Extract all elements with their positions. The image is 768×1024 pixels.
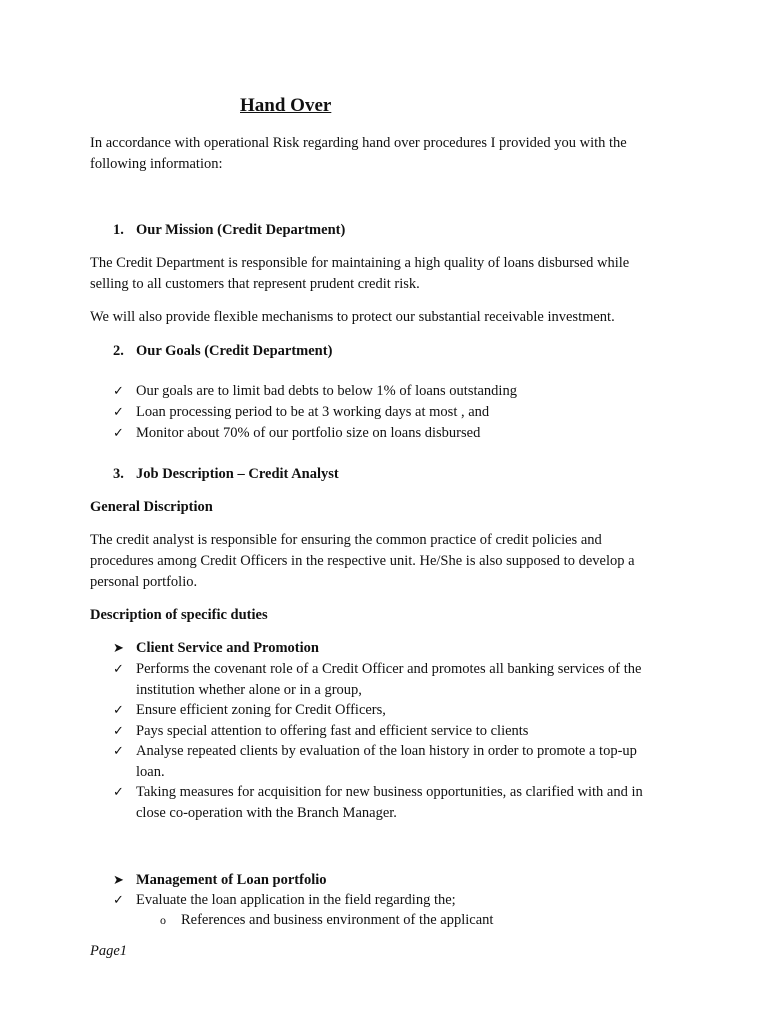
general-description-line-3: personal portfolio. — [90, 574, 198, 590]
client-service-item-1-line-1: Performs the covenant role of a Credit Officer and promotes all banking services of the — [136, 661, 642, 677]
check-icon: ✓ — [113, 404, 124, 419]
goal-item-3: Monitor about 70% of our portfolio size on loans disbursed — [136, 425, 481, 441]
client-service-item-1-line-2: institution whether alone or in a group, — [136, 682, 362, 698]
arrow-bullet-icon: ➤ — [113, 640, 124, 655]
client-service-item-3: Pays special attention to offering fast and efficient service to clients — [136, 723, 529, 739]
arrow-bullet-icon: ➤ — [113, 872, 124, 887]
section-3-heading: Job Description – Credit Analyst — [136, 466, 339, 482]
section-3-number: 3. — [113, 466, 124, 482]
check-icon: ✓ — [113, 743, 124, 758]
intro-line-1: In accordance with operational Risk regarding hand over procedures I provided you with the — [90, 135, 627, 151]
client-service-item-5-line-2: close co-operation with the Branch Manager. — [136, 805, 397, 821]
client-service-item-4-line-1: Analyse repeated clients by evaluation of the loan history in order to promote a top-up — [136, 743, 637, 759]
check-icon: ✓ — [113, 425, 124, 440]
check-icon: ✓ — [113, 892, 124, 907]
loan-portfolio-item-1: Evaluate the loan application in the field regarding the; — [136, 892, 456, 908]
section-1-number: 1. — [113, 222, 124, 238]
loan-portfolio-heading: Management of Loan portfolio — [136, 872, 327, 888]
check-icon: ✓ — [113, 661, 124, 676]
section-2-number: 2. — [113, 343, 124, 359]
circle-bullet-icon: o — [160, 913, 166, 927]
general-description-line-2: procedures among Credit Officers in the respective unit. He/She is also supposed to develop a — [90, 553, 635, 569]
page-footer: Page1 — [90, 943, 128, 959]
client-service-item-5-line-1: Taking measures for acquisition for new business opportunities, as clarified with and in — [136, 784, 643, 800]
section-1-para-1-line-1: The Credit Department is responsible for maintaining a high quality of loans disbursed while — [90, 255, 630, 271]
client-service-item-4-line-2: loan. — [136, 764, 165, 780]
goal-item-2: Loan processing period to be at 3 working days at most , and — [136, 404, 490, 420]
check-icon: ✓ — [113, 383, 124, 398]
section-1-para-2: We will also provide flexible mechanisms to protect our substantial receivable investment. — [90, 309, 615, 325]
section-2-heading: Our Goals (Credit Department) — [136, 343, 333, 359]
general-description-heading: General Discription — [90, 499, 213, 515]
check-icon: ✓ — [113, 784, 124, 799]
document-title: Hand Over — [240, 95, 332, 116]
client-service-heading: Client Service and Promotion — [136, 640, 319, 656]
specific-duties-heading: Description of specific duties — [90, 607, 268, 623]
check-icon: ✓ — [113, 723, 124, 738]
section-1-heading: Our Mission (Credit Department) — [136, 222, 346, 238]
general-description-line-1: The credit analyst is responsible for ensuring the common practice of credit policies and — [90, 532, 602, 548]
goal-item-1: Our goals are to limit bad debts to below 1% of loans outstanding — [136, 383, 517, 399]
loan-portfolio-subitem-1: References and business environment of the applicant — [181, 912, 494, 928]
check-icon: ✓ — [113, 702, 124, 717]
client-service-item-2: Ensure efficient zoning for Credit Officers, — [136, 702, 386, 718]
section-1-para-1-line-2: selling to all customers that represent prudent credit risk. — [90, 276, 420, 292]
intro-line-2: following information: — [90, 156, 223, 172]
